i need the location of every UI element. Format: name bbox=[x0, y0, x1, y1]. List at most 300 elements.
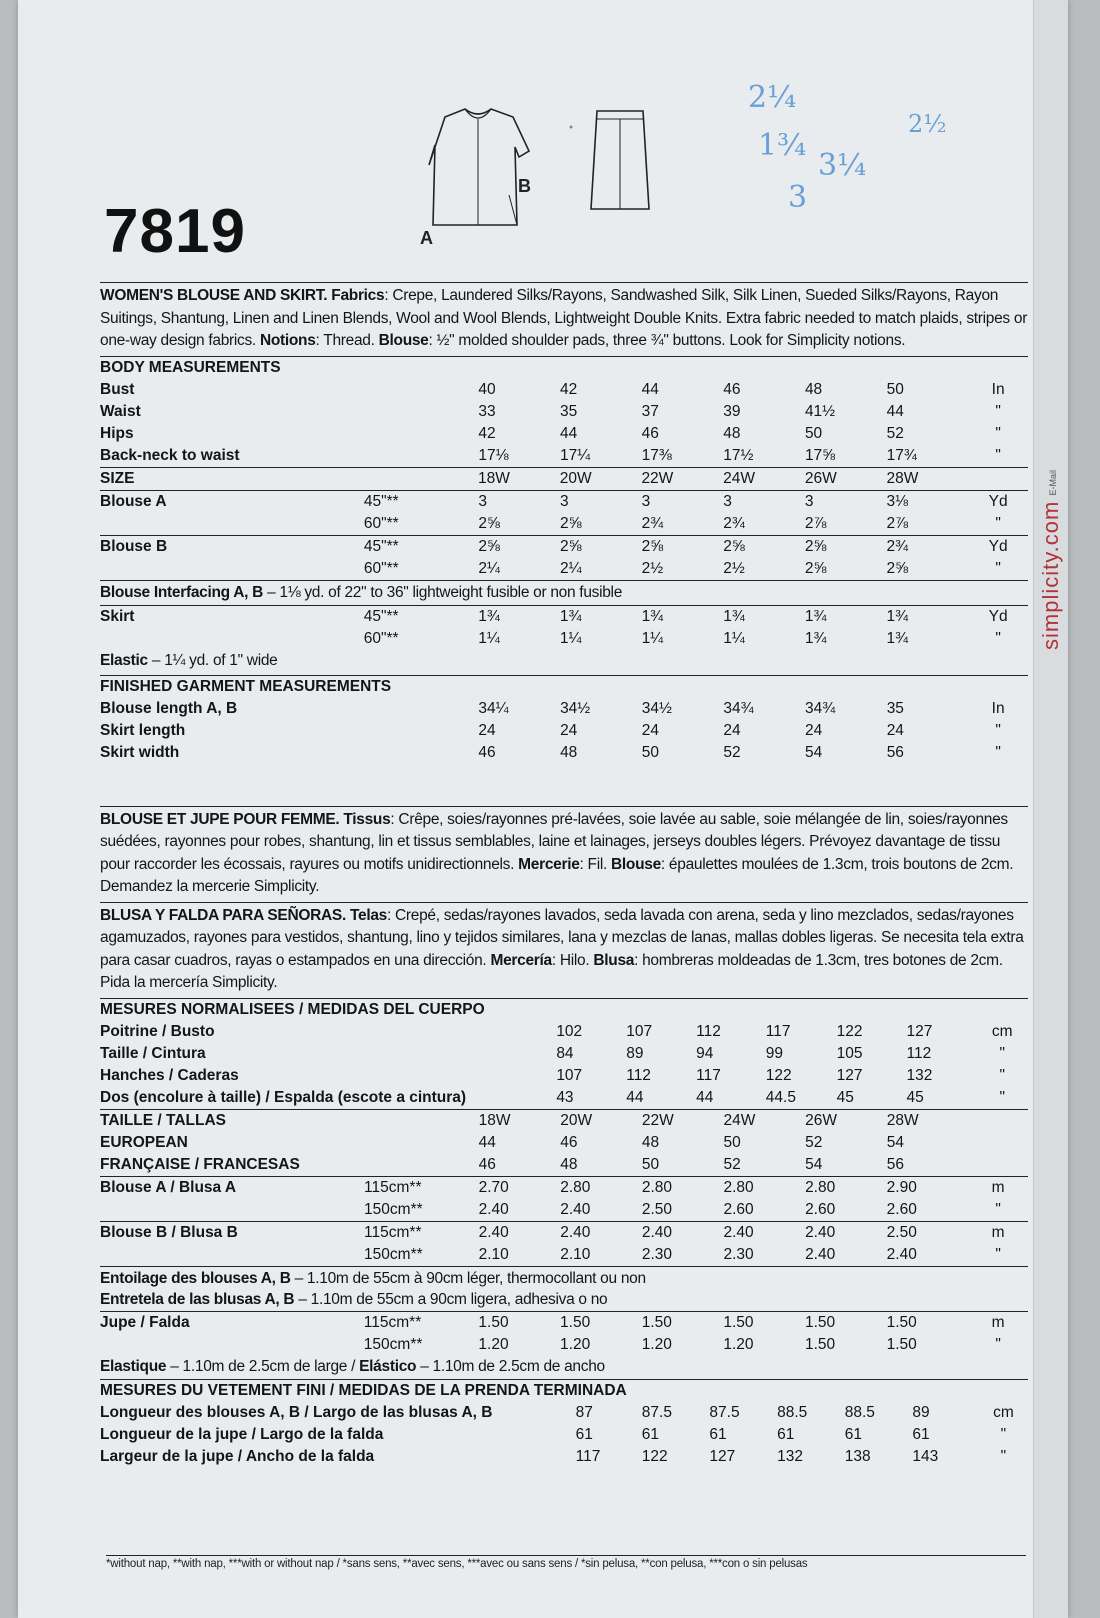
table-cell: 1¾ bbox=[559, 608, 582, 625]
unit-label: m bbox=[991, 1223, 1005, 1241]
row-label: Poitrine / Busto bbox=[100, 1022, 215, 1040]
table-row bbox=[100, 468, 1028, 490]
spanish-description bbox=[100, 905, 1028, 995]
table-cell: 24W bbox=[723, 469, 756, 487]
row-label: Blouse B / Blusa B bbox=[100, 1223, 238, 1241]
table-cell: 28W bbox=[886, 469, 919, 487]
row-label bbox=[100, 558, 364, 580]
table-row bbox=[100, 1177, 1028, 1199]
table-cell: 24 bbox=[886, 721, 904, 739]
table-cell: 1¾ bbox=[804, 608, 827, 625]
row-label: Dos (encolure à taille) / Espalda (escote a cintura) bbox=[100, 1088, 467, 1106]
table-row bbox=[100, 1334, 1028, 1356]
handwritten-note: 3¼ bbox=[818, 148, 867, 183]
table-cell: 3⅛ bbox=[886, 492, 909, 510]
table-cell: 48 bbox=[804, 380, 823, 398]
table-cell: 46 bbox=[478, 743, 496, 761]
table-cell: 107 bbox=[556, 1066, 583, 1084]
table-row bbox=[100, 1222, 1028, 1244]
table-cell: 46 bbox=[641, 424, 659, 442]
unit-label: " bbox=[1000, 1448, 1007, 1465]
table-cell: 2.10 bbox=[560, 1245, 591, 1263]
table-cell: 84 bbox=[556, 1044, 574, 1062]
table-cell: 61 bbox=[912, 1426, 930, 1443]
table-cell: 87.5 bbox=[709, 1404, 740, 1421]
fabrics-text: : Crepe, Laundered Silks/Rayons, Sandwashed Silk, Silk Linen, Sueded Silks/Rayons, Rayon Suitings, Shantung, Linen and Linen Blends, Wool and Wool Blends, Lightweight Double Knits. Extra fabric needed to match plaids, stripes or one-way design fabrics. bbox=[100, 287, 1028, 349]
unit-label: " bbox=[995, 1245, 1001, 1263]
unit-label: " bbox=[999, 1066, 1005, 1084]
row-label: Jupe / Falda bbox=[100, 1313, 190, 1331]
row-label: EUROPEAN bbox=[100, 1133, 188, 1151]
table-cell: 102 bbox=[556, 1022, 583, 1040]
table-cell: 44 bbox=[696, 1088, 714, 1106]
unit-label: Yd bbox=[988, 492, 1008, 510]
table-cell: 48 bbox=[641, 1133, 660, 1151]
fabric-width bbox=[492, 1402, 575, 1424]
table-cell: 34½ bbox=[560, 699, 591, 717]
fabric-width: 45"** bbox=[363, 608, 399, 625]
divider bbox=[100, 806, 1028, 807]
english-description bbox=[100, 285, 1028, 353]
table-cell: 24 bbox=[478, 721, 496, 739]
table-cell: 2.10 bbox=[478, 1245, 509, 1263]
table-cell: 18W bbox=[478, 1111, 511, 1129]
table-cell: 50 bbox=[804, 424, 823, 442]
table-cell: 117 bbox=[696, 1066, 721, 1084]
unit-label: " bbox=[999, 1088, 1005, 1106]
row-label bbox=[100, 628, 364, 650]
unit-label: " bbox=[995, 1200, 1001, 1218]
table-row bbox=[100, 536, 1028, 558]
table-cell: 105 bbox=[836, 1044, 863, 1062]
side-url: simplicity.com bbox=[1038, 500, 1063, 650]
unit-label: " bbox=[999, 1044, 1005, 1062]
unit-label bbox=[968, 1132, 1028, 1154]
table-cell: 22W bbox=[641, 1111, 674, 1129]
unit-label: " bbox=[995, 630, 1001, 647]
table-cell: 41½ bbox=[804, 402, 836, 420]
row-label bbox=[100, 1244, 364, 1266]
table-cell: 34½ bbox=[641, 699, 672, 717]
row-label: Hanches / Caderas bbox=[100, 1066, 239, 1084]
table-row bbox=[100, 401, 1028, 423]
table-cell: 2.70 bbox=[478, 1178, 509, 1196]
table-cell: 132 bbox=[906, 1066, 933, 1084]
table-cell: 43 bbox=[556, 1088, 574, 1106]
table-cell: 87.5 bbox=[641, 1404, 672, 1421]
table-cell: 1¼ bbox=[723, 630, 745, 647]
table-row bbox=[100, 558, 1028, 580]
interfacing-note: – 1.10m de 55cm à 90cm léger, thermocollant ou non bbox=[290, 1269, 646, 1287]
metric-finished-measurements-table bbox=[100, 1380, 1028, 1468]
table-cell: 127 bbox=[836, 1066, 863, 1084]
table-cell: 122 bbox=[836, 1022, 863, 1040]
table-cell: 3 bbox=[559, 492, 569, 510]
interfacing-label: Blouse Interfacing A, B bbox=[100, 583, 264, 601]
table-cell: 2.40 bbox=[560, 1200, 591, 1218]
table-cell: 88.5 bbox=[777, 1404, 808, 1421]
table-cell: 2⅞ bbox=[804, 514, 827, 532]
table-cell: 2.30 bbox=[723, 1245, 754, 1263]
fabric-width: 60"** bbox=[363, 514, 399, 532]
table-cell: 17⅜ bbox=[641, 446, 672, 464]
elastic-label: Elástico bbox=[359, 1357, 417, 1375]
row-label: Back-neck to waist bbox=[100, 446, 240, 464]
fabric-width bbox=[466, 1065, 556, 1087]
table-cell: 48 bbox=[560, 743, 578, 761]
table-row bbox=[100, 1021, 1028, 1043]
table-cell: 45 bbox=[906, 1088, 924, 1106]
view-b-label: B bbox=[518, 176, 531, 196]
table-cell: 89 bbox=[912, 1404, 930, 1421]
metric-interfacing-lines bbox=[100, 1268, 1028, 1310]
table-row bbox=[100, 1154, 1028, 1176]
handwritten-note: 2¼ bbox=[748, 80, 797, 115]
table-cell: 2¾ bbox=[723, 514, 745, 532]
divider bbox=[100, 282, 1028, 283]
unit-label: " bbox=[1000, 1426, 1007, 1443]
table-cell: 112 bbox=[626, 1066, 651, 1084]
table-cell: 39 bbox=[723, 402, 741, 420]
table-cell: 2⅝ bbox=[804, 559, 827, 577]
table-cell: 127 bbox=[906, 1022, 933, 1040]
description-title: WOMEN'S BLOUSE AND SKIRT. bbox=[100, 287, 328, 304]
fabric-width bbox=[365, 1132, 479, 1154]
unit-label: Yd bbox=[988, 608, 1008, 625]
pattern-number: 7819 bbox=[104, 197, 246, 266]
table-cell: 2⅝ bbox=[641, 537, 664, 555]
table-cell: 2.80 bbox=[805, 1178, 836, 1196]
row-label: Longueur de la jupe / Largo de la falda bbox=[100, 1426, 384, 1443]
table-cell: 2.40 bbox=[805, 1245, 836, 1263]
table-cell: 2.40 bbox=[560, 1223, 591, 1241]
divider bbox=[100, 580, 1028, 581]
table-cell: 52 bbox=[886, 424, 904, 442]
row-label bbox=[100, 1334, 364, 1356]
table-cell: 24 bbox=[560, 721, 578, 739]
row-label: Skirt length bbox=[100, 721, 186, 739]
table-cell: 20W bbox=[560, 1111, 593, 1129]
table-row bbox=[100, 720, 1028, 742]
table-cell: 20W bbox=[559, 469, 592, 487]
table-row bbox=[100, 1402, 1028, 1424]
section-title: MESURES DU VETEMENT FINI / MEDIDAS DE LA PRENDA TERMINADA bbox=[100, 1382, 627, 1399]
fabric-width bbox=[466, 1043, 556, 1065]
table-cell: 33 bbox=[478, 402, 496, 420]
finished-measurements-table bbox=[100, 676, 1028, 764]
table-cell: 117 bbox=[765, 1022, 791, 1040]
table-cell: 24 bbox=[723, 721, 741, 739]
table-cell: 44.5 bbox=[765, 1088, 796, 1106]
unit-label bbox=[968, 1110, 1028, 1132]
table-cell: 35 bbox=[560, 402, 578, 420]
table-cell: 2.30 bbox=[641, 1245, 673, 1263]
row-label: Hips bbox=[100, 424, 134, 442]
elastic-label: Elastic bbox=[100, 652, 148, 669]
table-cell: 1.20 bbox=[478, 1335, 509, 1353]
table-cell: 48 bbox=[723, 424, 741, 442]
table-cell: 3 bbox=[723, 492, 732, 510]
table-cell: 1.50 bbox=[478, 1313, 509, 1331]
row-label: Skirt bbox=[100, 608, 135, 625]
side-email-label: E-Mail bbox=[1048, 470, 1058, 496]
row-label: Largeur de la jupe / Ancho de la falda bbox=[100, 1448, 375, 1465]
fabrics-label: Tissus bbox=[343, 810, 391, 828]
table-cell: 122 bbox=[765, 1066, 792, 1084]
fabric-width bbox=[365, 1110, 479, 1132]
table-row bbox=[100, 698, 1028, 720]
elastic-note: – 1¼ yd. of 1" wide bbox=[147, 652, 278, 669]
pattern-envelope-back bbox=[18, 0, 1068, 1618]
row-label: Longueur des blouses A, B / Largo de las blusas A, B bbox=[100, 1404, 493, 1421]
description-title: BLUSA Y FALDA PARA SEÑORAS. bbox=[100, 906, 346, 924]
pattern-info bbox=[100, 282, 1028, 1468]
table-cell: 1¾ bbox=[641, 608, 664, 625]
row-label: Blouse A bbox=[100, 492, 167, 510]
table-cell: 2⅝ bbox=[723, 537, 745, 555]
garment-sketch bbox=[423, 105, 653, 245]
table-cell: 56 bbox=[886, 1155, 905, 1173]
fabric-width bbox=[364, 468, 478, 490]
metric-blouse-a-yardage bbox=[100, 1177, 1028, 1221]
fabric-width: 45"** bbox=[363, 492, 399, 510]
table-cell: 26W bbox=[804, 469, 837, 487]
notions-label: Notions bbox=[259, 332, 316, 349]
section-title: FINISHED GARMENT MEASUREMENTS bbox=[100, 677, 392, 695]
blouse-a-yardage bbox=[100, 491, 1028, 535]
nap-footnote: *without nap, **with nap, ***with or without nap / *sans sens, **avec sens, ***avec ou sans sens / *sin pelusa, **con pelusa, ***con o sin pelusas bbox=[106, 1555, 1026, 1570]
notions-text: : Fil. bbox=[579, 855, 608, 873]
table-cell: 2.50 bbox=[886, 1223, 917, 1241]
table-cell: 24W bbox=[723, 1111, 756, 1129]
unit-label: cm bbox=[991, 1022, 1013, 1040]
table-cell: 48 bbox=[560, 1155, 578, 1173]
table-cell: 1.50 bbox=[886, 1335, 917, 1353]
table-cell: 17⅝ bbox=[804, 446, 836, 464]
table-cell: 50 bbox=[641, 743, 659, 761]
table-cell: 2.40 bbox=[478, 1200, 509, 1218]
unit-label: " bbox=[995, 743, 1001, 761]
table-cell: 1¼ bbox=[641, 630, 664, 647]
table-cell: 2¾ bbox=[886, 537, 909, 555]
table-cell: 3 bbox=[641, 492, 651, 510]
table-cell: 61 bbox=[709, 1426, 727, 1443]
table-cell: 1¾ bbox=[478, 608, 500, 625]
table-cell: 1¾ bbox=[886, 630, 909, 647]
interfacing-note: – 1.10m de 55cm a 90cm ligera, adhesiva o no bbox=[294, 1290, 608, 1308]
fabric-width: 150cm** bbox=[363, 1335, 423, 1353]
table-cell: 1.20 bbox=[560, 1335, 591, 1353]
table-cell: 61 bbox=[844, 1426, 862, 1443]
fabric-width bbox=[466, 1021, 556, 1043]
table-cell: 52 bbox=[723, 1155, 741, 1173]
side-flap bbox=[1033, 0, 1068, 1618]
table-cell: 143 bbox=[912, 1448, 939, 1465]
table-cell: 2⅝ bbox=[478, 537, 500, 555]
fabric-width: 150cm** bbox=[364, 1200, 423, 1218]
table-cell: 138 bbox=[844, 1448, 871, 1465]
table-cell: 61 bbox=[641, 1426, 660, 1443]
table-cell: 61 bbox=[777, 1426, 795, 1443]
notions-text: : Hilo. bbox=[551, 951, 590, 969]
fabrics-text: : Crêpe, soies/rayonnes pré-lavées, soie lavée au sable, soie mélangée de lin, soies/rayonnes suédées, rayonnes pour robes, shantung, lin et tissus semblables, laine et lainages, jerseys doubles légers. Prévoyez davantage de tissu pour raccorder les écossais, rayures ou motifs unidirectionnels. bbox=[100, 810, 1008, 873]
fabric-width bbox=[364, 379, 478, 401]
table-row bbox=[100, 1312, 1028, 1334]
table-cell: 3 bbox=[478, 492, 487, 510]
size-table bbox=[100, 468, 1028, 490]
table-cell: 18W bbox=[478, 469, 510, 487]
fabric-width bbox=[364, 720, 478, 742]
fabric-width: 115cm** bbox=[364, 1223, 422, 1241]
unit-label: " bbox=[995, 402, 1001, 420]
divider bbox=[100, 902, 1028, 903]
garment-line-drawing bbox=[423, 105, 653, 245]
table-cell: 22W bbox=[641, 469, 674, 487]
table-cell: 42 bbox=[560, 380, 578, 398]
table-cell: 2.80 bbox=[560, 1178, 591, 1196]
table-cell: 56 bbox=[886, 743, 904, 761]
table-cell: 2.60 bbox=[886, 1200, 917, 1218]
fabric-width bbox=[364, 698, 478, 720]
french-description bbox=[100, 809, 1028, 899]
fabric-width: 60"** bbox=[363, 559, 399, 577]
table-cell: 2⅝ bbox=[559, 514, 582, 532]
row-label: Bust bbox=[100, 380, 135, 398]
table-row bbox=[100, 445, 1028, 467]
blouse-notions-label: Blusa bbox=[593, 951, 635, 969]
notions-label: Mercería bbox=[490, 951, 552, 969]
table-cell: 132 bbox=[777, 1448, 803, 1465]
table-cell: 24 bbox=[805, 721, 823, 739]
fabric-width bbox=[466, 1087, 556, 1109]
table-cell: 2.40 bbox=[641, 1223, 673, 1241]
table-cell: 1.50 bbox=[723, 1313, 754, 1331]
handwritten-note: 2½ bbox=[908, 110, 947, 138]
interfacing-label: Entoilage des blouses A, B bbox=[100, 1269, 291, 1287]
table-cell: 45 bbox=[836, 1088, 854, 1106]
table-cell: 117 bbox=[575, 1448, 601, 1465]
unit-label: " bbox=[995, 446, 1001, 464]
table-cell: 28W bbox=[886, 1111, 919, 1129]
blouse-b-yardage bbox=[100, 536, 1028, 580]
unit-label bbox=[968, 468, 1028, 490]
row-label: Waist bbox=[100, 402, 141, 420]
fabric-width bbox=[365, 1154, 479, 1176]
table-cell: 1.20 bbox=[641, 1335, 672, 1353]
metric-elastic-line bbox=[100, 1356, 1028, 1379]
table-cell: 107 bbox=[626, 1022, 653, 1040]
table-cell: 54 bbox=[886, 1133, 905, 1151]
metric-size-table bbox=[100, 1110, 1028, 1176]
table-cell: 46 bbox=[478, 1155, 496, 1173]
table-cell: 99 bbox=[765, 1044, 784, 1062]
view-a-label: A bbox=[420, 228, 433, 248]
table-cell: 2.40 bbox=[723, 1223, 754, 1241]
unit-label: m bbox=[991, 1178, 1005, 1196]
table-cell: 24 bbox=[641, 721, 659, 739]
table-cell: 2⅝ bbox=[478, 514, 500, 532]
blouse-notions-label: Blouse bbox=[611, 855, 661, 873]
table-cell: 1.50 bbox=[560, 1313, 591, 1331]
table-cell: 2¾ bbox=[641, 514, 664, 532]
table-cell: 50 bbox=[641, 1155, 660, 1173]
interfacing-label: Entretela de las blusas A, B bbox=[100, 1290, 295, 1308]
table-cell: 44 bbox=[478, 1133, 496, 1151]
table-cell: 1.50 bbox=[804, 1313, 836, 1331]
table-cell: 34¾ bbox=[723, 699, 754, 717]
description-title: BLOUSE ET JUPE POUR FEMME. bbox=[100, 810, 340, 828]
notions-text: : Thread. bbox=[315, 332, 375, 349]
table-row bbox=[100, 423, 1028, 445]
table-cell: 17⅛ bbox=[478, 446, 509, 464]
handwritten-note: 3 bbox=[788, 180, 808, 215]
table-row bbox=[100, 628, 1028, 650]
row-label: TAILLE / TALLAS bbox=[100, 1111, 226, 1129]
table-cell: 2.90 bbox=[886, 1178, 917, 1196]
table-cell: 50 bbox=[723, 1133, 741, 1151]
table-cell: 17¾ bbox=[886, 446, 917, 464]
table-cell: 89 bbox=[626, 1044, 644, 1062]
table-row bbox=[100, 491, 1028, 513]
table-cell: 50 bbox=[886, 380, 904, 398]
table-cell: 52 bbox=[723, 743, 741, 761]
unit-label: Yd bbox=[988, 537, 1008, 555]
table-cell: 44 bbox=[560, 424, 578, 442]
section-title: BODY MEASUREMENTS bbox=[100, 358, 281, 376]
unit-label: " bbox=[995, 424, 1001, 442]
blouse-notions-text: : épaulettes moulées de 1.3cm, trois boutons de 2cm. Demandez la mercerie Simplicity. bbox=[100, 855, 1014, 895]
table-row bbox=[100, 1199, 1028, 1221]
unit-label: cm bbox=[993, 1404, 1014, 1421]
table-row bbox=[100, 1244, 1028, 1266]
table-cell: 1.50 bbox=[641, 1313, 672, 1331]
table-cell: 46 bbox=[723, 380, 741, 398]
fabric-width bbox=[492, 1424, 575, 1446]
row-label: FRANÇAISE / FRANCESAS bbox=[100, 1155, 300, 1173]
table-cell: 2½ bbox=[723, 559, 745, 577]
table-cell: 2⅞ bbox=[886, 514, 909, 532]
table-cell: 87 bbox=[575, 1404, 593, 1421]
table-cell: 2¼ bbox=[559, 559, 582, 577]
metric-body-measurements-table bbox=[100, 999, 1028, 1109]
table-cell: 122 bbox=[641, 1448, 668, 1465]
table-cell: 2.60 bbox=[723, 1200, 754, 1218]
fabric-width: 150cm** bbox=[364, 1245, 423, 1263]
table-cell: 3 bbox=[804, 492, 814, 510]
table-cell: 26W bbox=[805, 1111, 838, 1129]
fabrics-label: Telas bbox=[349, 906, 387, 924]
table-cell: 2⅝ bbox=[804, 537, 827, 555]
table-cell: 2.40 bbox=[805, 1223, 836, 1241]
table-cell: 44 bbox=[886, 402, 904, 420]
table-cell: 94 bbox=[696, 1044, 714, 1062]
table-cell: 37 bbox=[641, 402, 659, 420]
table-cell: 42 bbox=[478, 424, 496, 442]
table-cell: 34¾ bbox=[805, 699, 836, 717]
divider bbox=[100, 1266, 1028, 1267]
table-cell: 54 bbox=[805, 743, 823, 761]
fabric-width: 45"** bbox=[363, 537, 399, 555]
table-row bbox=[100, 1087, 1028, 1109]
table-cell: 1¾ bbox=[886, 608, 909, 625]
unit-label: " bbox=[995, 721, 1001, 739]
row-label bbox=[100, 1199, 364, 1221]
table-cell: 1¾ bbox=[804, 630, 827, 647]
notions-label: Mercerie bbox=[518, 855, 580, 873]
table-cell: 40 bbox=[478, 380, 496, 398]
table-cell: 112 bbox=[906, 1044, 932, 1062]
table-row bbox=[100, 1065, 1028, 1087]
